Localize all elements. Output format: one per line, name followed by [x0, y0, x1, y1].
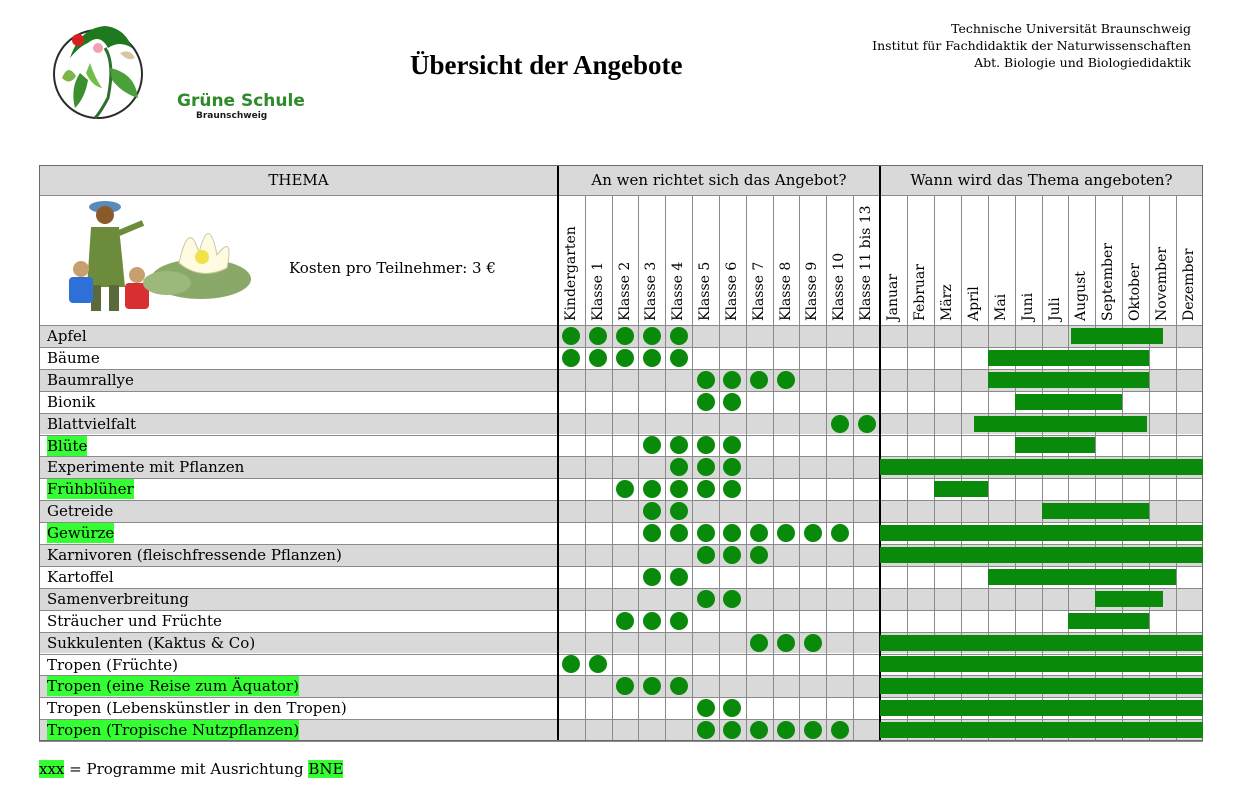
class-header: Klasse 8	[777, 261, 794, 321]
institution-line-3: Abt. Biologie und Biologiedidaktik	[974, 55, 1191, 70]
month-bar	[1042, 503, 1150, 519]
availability-dot	[697, 458, 715, 476]
month-header: November	[1154, 246, 1171, 321]
topic-label: Gewürze	[47, 524, 115, 543]
availability-dot	[643, 327, 661, 345]
class-header: Klasse 6	[723, 261, 740, 321]
month-header: September	[1100, 243, 1117, 321]
month-header: Oktober	[1127, 263, 1144, 321]
availability-dot	[831, 721, 849, 739]
availability-dot	[697, 480, 715, 498]
availability-dot	[670, 568, 688, 586]
availability-dot	[804, 721, 822, 739]
month-bar	[934, 481, 988, 497]
topic-label: Sukkulenten (Kaktus & Co)	[47, 633, 256, 652]
availability-dot	[777, 371, 795, 389]
topic-label: Experimente mit Pflanzen	[47, 458, 245, 477]
month-bar	[880, 722, 1203, 738]
topic-label: Frühblüher	[47, 480, 134, 499]
topic-label: Sträucher und Früchte	[47, 611, 222, 630]
month-bar	[880, 547, 1203, 563]
availability-dot	[670, 677, 688, 695]
topic-label: Karnivoren (fleischfressende Pflanzen)	[47, 546, 342, 564]
availability-dot	[777, 634, 795, 652]
gruene-schule-logo	[50, 18, 305, 126]
topic-label: Samenverbreitung	[47, 589, 189, 608]
class-header: Klasse 9	[804, 261, 821, 321]
month-bar	[1015, 394, 1123, 410]
month-header: Januar	[885, 273, 901, 321]
institution-line-1: Technische Universität Braunschweig	[951, 21, 1191, 36]
topic-label: Bionik	[47, 392, 96, 411]
month-bar	[880, 635, 1203, 651]
month-header: Juli	[1046, 297, 1063, 321]
class-header: Kindergarten	[563, 226, 579, 321]
month-bar	[880, 459, 1203, 475]
class-header: Klasse 10	[831, 252, 848, 321]
availability-dot	[697, 546, 715, 564]
availability-dot	[643, 502, 661, 520]
month-bar	[1095, 591, 1162, 607]
institution-line-2: Institut für Fachdidaktik der Naturwissenschaften	[872, 38, 1191, 53]
legend-bne: BNE	[308, 760, 344, 778]
bne-legend	[39, 760, 343, 778]
month-bar	[1071, 328, 1163, 344]
class-header: Klasse 4	[670, 261, 687, 321]
month-header: Dezember	[1181, 248, 1198, 321]
header-target-group: An wen richtet sich das Angebot?	[558, 165, 880, 195]
availability-dot	[750, 371, 768, 389]
availability-dot	[804, 634, 822, 652]
availability-dot	[831, 415, 849, 433]
availability-dot	[723, 393, 741, 411]
topic-label: Tropen (Tropische Nutzpflanzen)	[47, 721, 300, 740]
class-header: Klasse 3	[643, 261, 660, 321]
month-header: Februar	[911, 264, 928, 321]
availability-dot	[697, 371, 715, 389]
month-header: März	[938, 284, 955, 321]
month-bar	[974, 416, 1146, 432]
availability-dot	[804, 524, 822, 542]
institution-block	[872, 20, 1191, 71]
topic-label: Baumrallye	[47, 370, 134, 389]
grid-line	[39, 741, 1203, 742]
availability-dot	[643, 524, 661, 542]
topic-label: Blattvielfalt	[47, 414, 137, 433]
availability-dot	[670, 502, 688, 520]
month-bar	[880, 700, 1203, 716]
availability-dot	[670, 480, 688, 498]
month-header: Mai	[992, 293, 1009, 321]
availability-dot	[670, 612, 688, 630]
topic-label: Apfel	[47, 327, 87, 345]
availability-dot	[670, 349, 688, 367]
availability-dot	[616, 349, 634, 367]
page-title: Übersicht der Angebote	[410, 50, 683, 80]
availability-dot	[643, 568, 661, 586]
availability-dot	[697, 590, 715, 608]
availability-dot	[643, 349, 661, 367]
class-header: Klasse 2	[616, 261, 633, 321]
month-bar	[988, 569, 1176, 585]
logo-title: Grüne Schule	[177, 91, 305, 111]
legend-marker: xxx	[39, 760, 65, 778]
topic-label: Tropen (Früchte)	[47, 655, 179, 674]
topic-label: Kartoffel	[47, 567, 114, 586]
month-bar	[988, 372, 1150, 388]
availability-dot	[616, 612, 634, 630]
availability-dot	[670, 327, 688, 345]
availability-dot	[777, 524, 795, 542]
month-header: Juni	[1019, 292, 1036, 321]
class-header: Klasse 11 bis 13	[858, 205, 875, 321]
cost-per-participant: Kosten pro Teilnehmer: 3 €	[289, 259, 496, 277]
availability-dot	[858, 415, 876, 433]
month-bar	[1015, 437, 1096, 453]
month-bar	[880, 656, 1203, 672]
topic-label: Getreide	[47, 502, 114, 521]
month-bar	[988, 350, 1150, 366]
topic-label: Blüte	[47, 436, 88, 455]
topic-label: Tropen (Lebenskünstler in den Tropen)	[47, 699, 347, 718]
month-header: August	[1073, 271, 1090, 321]
header-thema: THEMA	[39, 165, 558, 195]
availability-dot	[697, 524, 715, 542]
availability-dot	[697, 699, 715, 717]
legend-text: = Programme mit Ausrichtung	[64, 760, 309, 778]
month-header: April	[965, 286, 982, 321]
class-header: Klasse 1	[589, 261, 606, 321]
availability-dot	[697, 721, 715, 739]
logo-subtitle: Braunschweig	[196, 111, 268, 121]
availability-dot	[670, 458, 688, 476]
availability-dot	[831, 524, 849, 542]
topic-label: Bäume	[47, 348, 100, 367]
class-header: Klasse 7	[750, 261, 767, 321]
offer-table	[39, 165, 1203, 739]
month-bar	[1068, 613, 1149, 629]
header-months: Wann wird das Thema angeboten?	[880, 165, 1203, 195]
availability-dot	[589, 349, 607, 367]
availability-dot	[750, 634, 768, 652]
availability-dot	[697, 393, 715, 411]
month-bar	[880, 678, 1203, 694]
availability-dot	[670, 524, 688, 542]
topic-label: Tropen (eine Reise zum Äquator)	[47, 677, 299, 696]
month-bar	[880, 525, 1203, 541]
availability-dot	[643, 612, 661, 630]
availability-dot	[697, 436, 715, 454]
availability-dot	[616, 327, 634, 345]
class-header: Klasse 5	[697, 261, 714, 321]
